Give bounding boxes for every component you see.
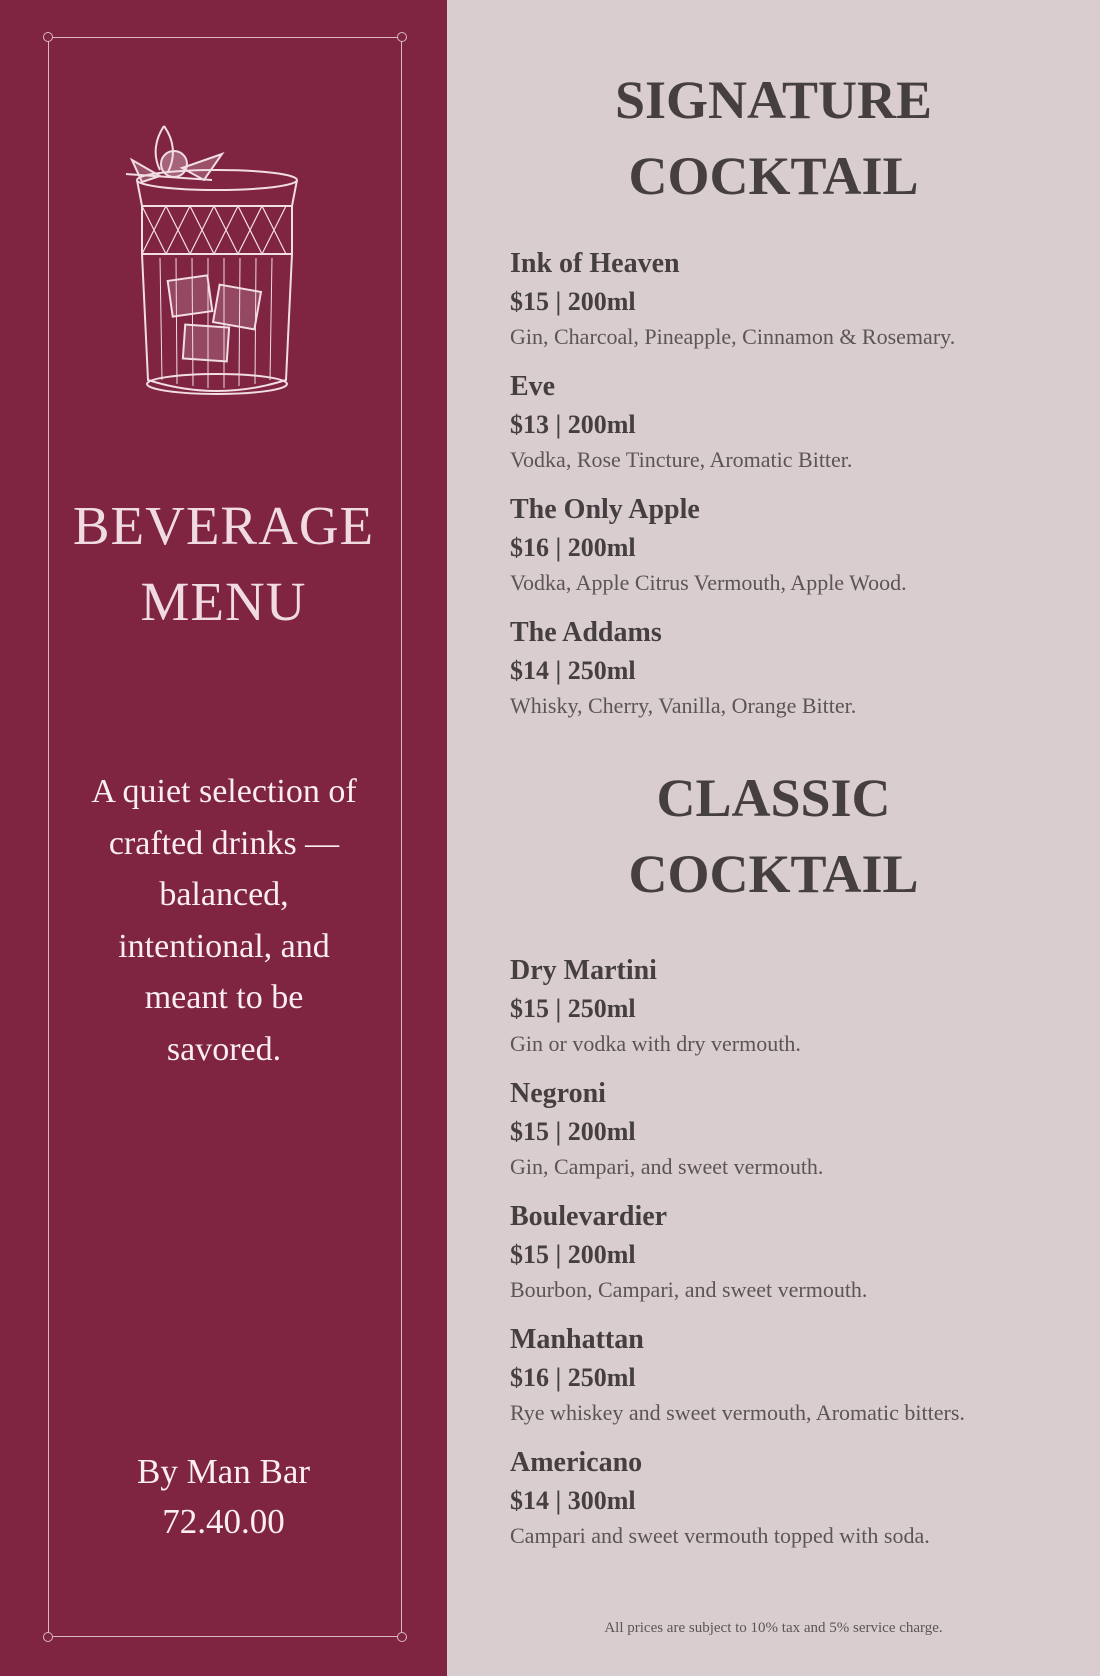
menu-title-line: BEVERAGE xyxy=(72,495,375,556)
item-name: Americano xyxy=(510,1447,643,1478)
item-price: $16 | 250ml xyxy=(510,1363,636,1392)
item-price: $14 | 250ml xyxy=(510,656,636,685)
menu-item xyxy=(510,368,1080,491)
menu-item xyxy=(510,1444,1080,1567)
footer-note: All prices are subject to 10% tax and 5% service charge. xyxy=(604,1620,943,1636)
right-panel xyxy=(447,0,1100,1676)
item-description: Rye whiskey and sweet vermouth, Aromatic bitters. xyxy=(510,1400,965,1425)
item-description: Bourbon, Campari, and sweet vermouth. xyxy=(510,1277,868,1302)
menu-item xyxy=(510,952,1080,1075)
item-name: The Only Apple xyxy=(510,494,700,525)
item-description: Whisky, Cherry, Vanilla, Orange Bitter. xyxy=(510,693,857,718)
item-name: Manhattan xyxy=(510,1324,644,1355)
menu-title xyxy=(0,488,447,640)
item-name: Boulevardier xyxy=(510,1201,668,1232)
item-description: Gin, Campari, and sweet vermouth. xyxy=(510,1154,824,1179)
item-name: The Addams xyxy=(510,617,662,648)
item-price: $15 | 200ml xyxy=(510,1117,636,1146)
item-name: Dry Martini xyxy=(510,955,657,986)
byline xyxy=(0,1447,447,1547)
menu-item xyxy=(510,245,1080,368)
signature-list xyxy=(510,245,1080,737)
tagline-line: balanced, xyxy=(159,876,289,913)
signature-heading xyxy=(447,62,1100,214)
menu-item xyxy=(510,614,1080,737)
tagline-line: meant to be xyxy=(144,979,304,1016)
item-description: Gin or vodka with dry vermouth. xyxy=(510,1031,801,1056)
tagline xyxy=(56,766,392,1075)
frame-corner xyxy=(43,32,53,42)
heading-line: COCKTAIL xyxy=(628,146,919,206)
item-price: $13 | 200ml xyxy=(510,410,636,439)
tagline-line: A quiet selection of xyxy=(91,773,357,810)
heading-line: CLASSIC xyxy=(656,768,891,828)
tagline-line: intentional, and xyxy=(118,927,330,965)
item-price: $15 | 200ml xyxy=(510,287,636,316)
menu-item xyxy=(510,1321,1080,1444)
item-price: $16 | 200ml xyxy=(510,533,636,562)
item-description: Gin, Charcoal, Pineapple, Cinnamon & Rosemary. xyxy=(510,324,956,349)
frame-corner xyxy=(397,32,407,42)
frame-corner xyxy=(43,1632,53,1642)
classic-list xyxy=(510,952,1080,1567)
bar-name: By Man Bar xyxy=(136,1452,311,1491)
menu-item xyxy=(510,491,1080,614)
menu-item xyxy=(510,1075,1080,1198)
item-name: Negroni xyxy=(510,1078,606,1109)
menu-title-line: MENU xyxy=(140,571,307,632)
bar-phone: 72.40.00 xyxy=(162,1502,285,1541)
item-description: Vodka, Rose Tincture, Aromatic Bitter. xyxy=(510,447,853,472)
tagline-line: crafted drinks — xyxy=(108,824,340,862)
item-description: Campari and sweet vermouth topped with soda. xyxy=(510,1523,930,1548)
item-price: $15 | 200ml xyxy=(510,1240,636,1269)
item-name: Eve xyxy=(510,371,556,402)
item-price: $14 | 300ml xyxy=(510,1486,636,1515)
item-description: Vodka, Apple Citrus Vermouth, Apple Wood. xyxy=(510,570,907,595)
classic-heading xyxy=(447,760,1100,912)
tagline-line: savored. xyxy=(166,1030,282,1068)
menu-item xyxy=(510,1198,1080,1321)
frame-corner xyxy=(397,1632,407,1642)
cocktail-glass-icon xyxy=(112,118,322,408)
left-panel xyxy=(0,0,447,1676)
heading-line: COCKTAIL xyxy=(628,844,919,904)
item-name: Ink of Heaven xyxy=(510,248,680,279)
heading-line: SIGNATURE xyxy=(614,70,933,130)
item-price: $15 | 250ml xyxy=(510,994,636,1023)
